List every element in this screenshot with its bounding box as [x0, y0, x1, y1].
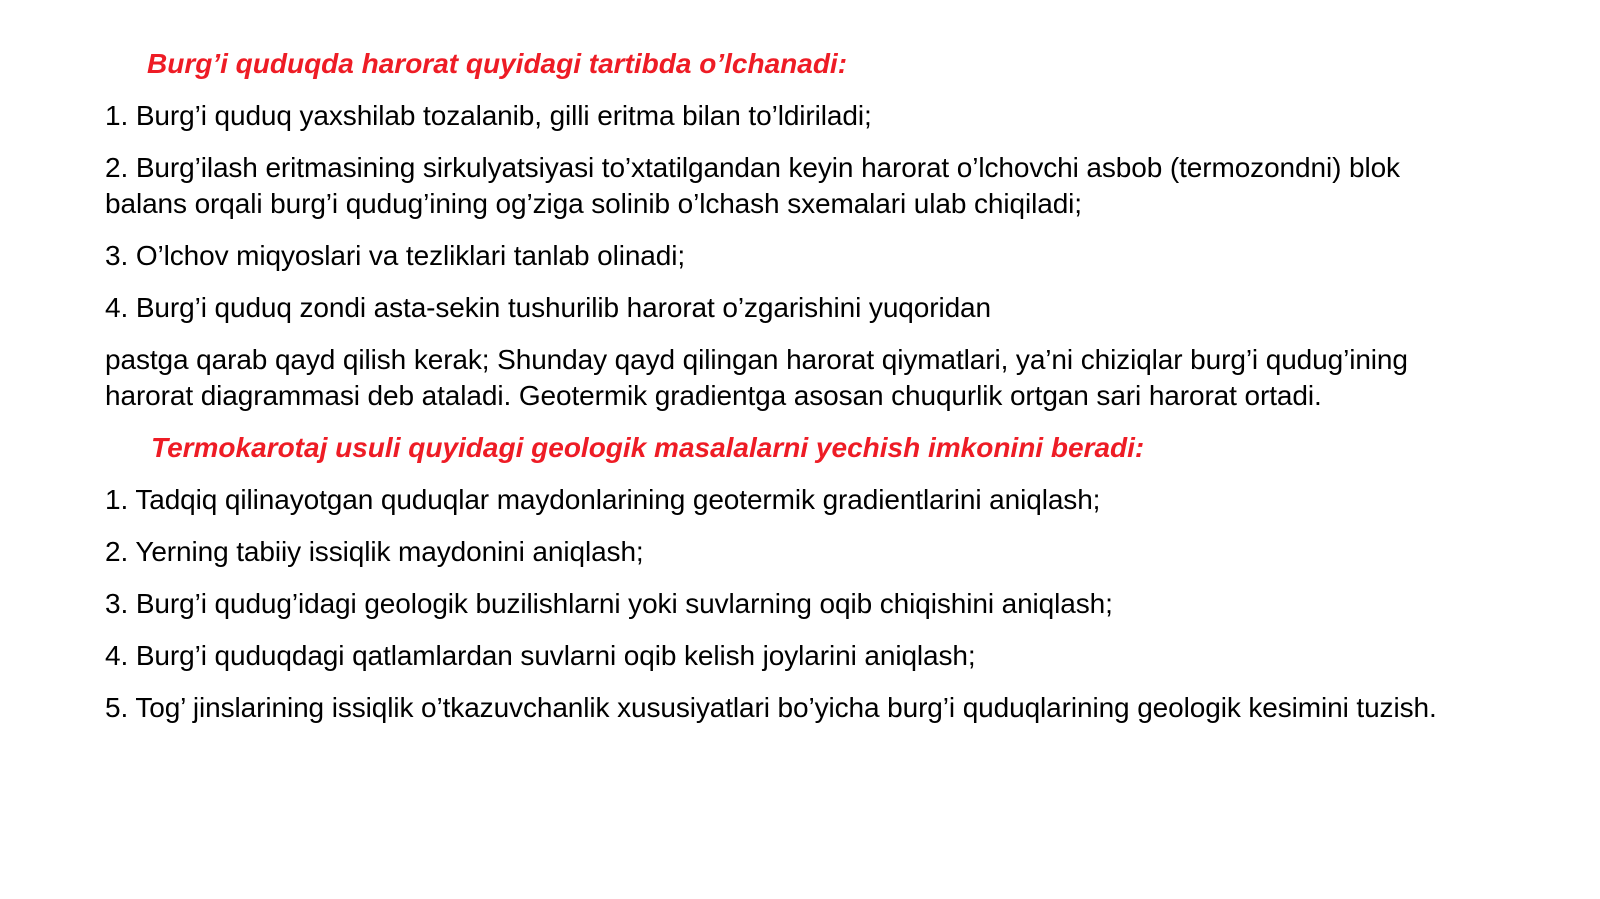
section-heading-measurement: Burg’i quduqda harorat quyidagi tartibda o’lchanadi:	[147, 48, 848, 79]
list-item: 1. Tadqiq qilinayotgan quduqlar maydonlarining geotermik gradientlarini aniqlash;	[105, 484, 1101, 515]
list-item: 4. Burg’i quduqdagi qatlamlardan suvlarni oqib kelish joylarini aniqlash;	[105, 640, 976, 671]
list-item: 3. Burg’i qudug’idagi geologik buzilishlarni yoki suvlarning oqib chiqishini aniqlash;	[105, 588, 1113, 619]
slide-content	[105, 46, 1485, 742]
list-item: 3. O’lchov miqyoslari va tezliklari tanlab olinadi;	[105, 240, 686, 271]
list-item: 2. Yerning tabiiy issiqlik maydonini aniqlash;	[105, 536, 644, 567]
list-item-continuation: pastga qarab qayd qilish kerak; Shunday qayd qilingan harorat qiymatlari, ya’ni chiziqlar burg’i qudug’ining harorat diagrammasi deb ataladi. Geotermik gradientga asosan chuqurlik ortgan sari harorat ortadi.	[105, 344, 1408, 411]
list-item: 4. Burg’i quduq zondi asta-sekin tushurilib harorat o’zgarishini yuqoridan	[105, 292, 992, 323]
section-heading-tasks: Termokarotaj usuli quyidagi geologik masalalarni yechish imkonini beradi:	[151, 432, 1145, 463]
list-item: 5. Tog’ jinslarining issiqlik o’tkazuvchanlik xususiyatlari bo’yicha burg’i quduqlarining geologik kesimini tuzish.	[105, 692, 1437, 723]
list-item: 2. Burg’ilash eritmasining sirkulyatsiyasi to’xtatilgandan keyin harorat o’lchovchi asbob (termozondni) blok balans orqali burg’i qudug’ining og’ziga solinib o’lchash sxemalari ulab chiqiladi;	[105, 152, 1400, 219]
list-item: 1. Burg’i quduq yaxshilab tozalanib, gilli eritma bilan to’ldiriladi;	[105, 100, 872, 131]
